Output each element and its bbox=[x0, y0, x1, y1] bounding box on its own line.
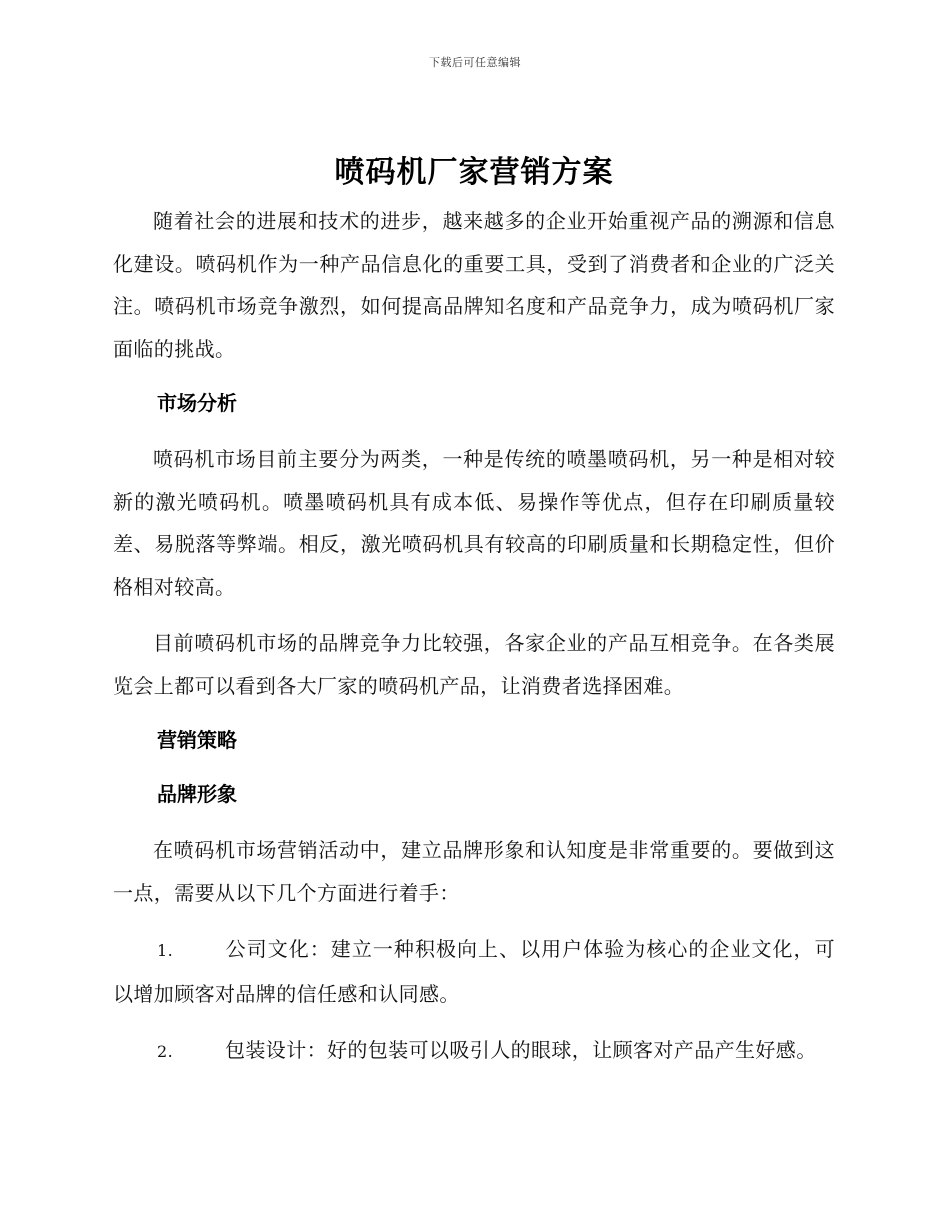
list-item-text: 包装设计：好的包装可以吸引人的眼球，让顾客对产品产生好感。 bbox=[225, 1038, 817, 1062]
marketing-strategy-heading: 营销策略 bbox=[157, 728, 237, 752]
document-title: 喷码机厂家营销方案 bbox=[334, 155, 614, 190]
list-item-text: 公司文化：建立一种积极向上、以用户体验为核心的企业文化，可以增加顾客对品牌的信任感和认同感。 bbox=[113, 937, 835, 1006]
list-item bbox=[113, 1029, 835, 1074]
market-paragraph-2: 目前喷码机市场的品牌竞争力比较强，各家企业的产品互相竞争。在各类展览会上都可以看到各大厂家的喷码机产品，让消费者选择困难。 bbox=[113, 631, 835, 698]
document-body bbox=[113, 150, 835, 1088]
market-analysis-heading: 市场分析 bbox=[157, 391, 237, 415]
list-item-number: 1. bbox=[157, 941, 174, 960]
market-paragraph-1: 喷码机市场目前主要分为两类，一种是传统的喷墨喷码机，另一种是相对较新的激光喷码机。喷墨喷码机具有成本低、易操作等优点，但存在印刷质量较差、易脱落等弊端。相反，激光喷码机具有较高的印刷质量和长期稳定性，但价格相对较高。 bbox=[113, 447, 835, 599]
list-item-number: 2. bbox=[157, 1042, 174, 1061]
header-note: 下载后可任意编辑 bbox=[429, 56, 521, 69]
brand-paragraph: 在喷码机市场营销活动中，建立品牌形象和认知度是非常重要的。要做到这一点，需要从以下几个方面进行着手： bbox=[113, 838, 835, 905]
brand-image-heading: 品牌形象 bbox=[157, 782, 237, 806]
intro-paragraph: 随着社会的进展和技术的进步，越来越多的企业开始重视产品的溯源和信息化建设。喷码机作为一种产品信息化的重要工具，受到了消费者和企业的广泛关注。喷码机市场竞争激烈，如何提高品牌知名度和产品竞争力，成为喷码机厂家面临的挑战。 bbox=[113, 209, 835, 361]
list-item bbox=[113, 928, 835, 1015]
